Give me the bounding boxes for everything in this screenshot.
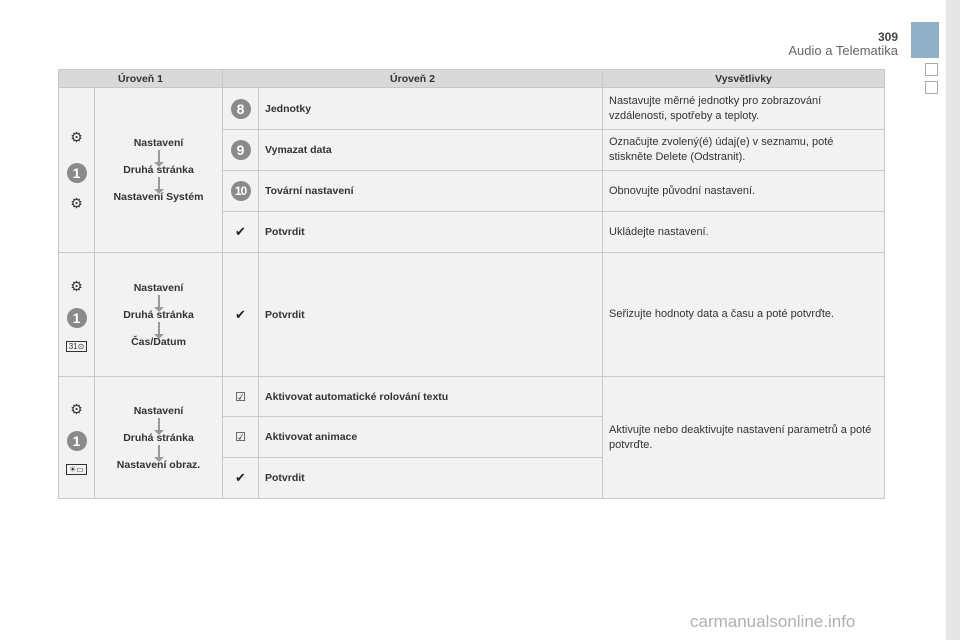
settings-gear-icon: ⚙ <box>70 129 83 145</box>
table-header-row <box>59 70 885 88</box>
option-label: Aktivovat automatické rolování textu <box>259 377 603 417</box>
level1-icons <box>59 377 95 499</box>
arrow-down-icon <box>158 177 160 190</box>
section-title: Audio a Telematika <box>788 43 898 58</box>
option-label: Potvrdit <box>259 458 603 499</box>
menu-path <box>95 253 223 377</box>
option-explanation: Seřizujte hodnoty data a času a poté potvrďte. <box>603 253 885 377</box>
menu-path <box>95 377 223 499</box>
path-step: Druhá stránka <box>123 164 194 176</box>
arrow-down-icon <box>158 445 160 458</box>
number-badge: 10 <box>231 181 251 201</box>
path-step: Nastavení obraz. <box>116 458 201 471</box>
option-explanation: Nastavujte měrné jednotky pro zobrazování vzdálenosti, spotřeby a teploty. <box>603 88 885 130</box>
path-step: Nastavení <box>133 137 184 149</box>
checkbox-icon: ☑ <box>235 389 246 404</box>
option-explanation: Označujte zvolený(é) údaj(e) v seznamu, poté stiskněte Delete (Odstranit). <box>603 130 885 171</box>
clock-calendar-icon: 31⊙ <box>66 341 88 352</box>
option-label: Potvrdit <box>259 253 603 377</box>
page-edge-strip <box>946 0 960 640</box>
settings-table <box>58 69 885 499</box>
path-step: Druhá stránka <box>123 308 194 321</box>
table-row <box>59 377 885 417</box>
settings-gear-icon: ⚙ <box>70 400 83 417</box>
header-level2: Úroveň 2 <box>223 70 603 88</box>
arrow-down-icon <box>158 322 160 335</box>
arrow-down-icon <box>158 295 160 308</box>
tab-box-1 <box>925 63 938 76</box>
chapter-tab <box>911 22 939 58</box>
checkmark-icon: ✔ <box>235 470 246 485</box>
path-step: Druhá stránka <box>123 431 194 444</box>
path-step: Čas/Datum <box>131 335 186 348</box>
arrow-down-icon <box>158 150 160 163</box>
path-step: Nastavení <box>133 404 184 417</box>
level-badge: 1 <box>67 308 87 328</box>
path-step: Nastavení <box>133 281 184 294</box>
option-label: Aktivovat animace <box>259 417 603 458</box>
table-row <box>59 253 885 377</box>
option-explanation: Obnovujte původní nastavení. <box>603 171 885 212</box>
checkbox-icon: ☑ <box>235 430 246 444</box>
level1-icons <box>59 88 95 253</box>
settings-gear-icon: ⚙ <box>70 195 83 211</box>
settings-gear-icon: ⚙ <box>70 277 83 294</box>
option-explanation: Ukládejte nastavení. <box>603 212 885 253</box>
checkmark-icon: ✔ <box>235 306 246 322</box>
table-row <box>59 88 885 130</box>
arrow-down-icon <box>158 418 160 431</box>
option-label: Potvrdit <box>259 212 603 253</box>
number-badge: 8 <box>231 99 251 119</box>
header-explanation: Vysvětlivky <box>603 70 885 88</box>
level1-icons <box>59 253 95 377</box>
tab-box-2 <box>925 81 938 94</box>
path-step: Nastavení Systém <box>113 191 204 203</box>
option-explanation: Aktivujte nebo deaktivujte nastavení parametrů a poté potvrďte. <box>603 377 885 499</box>
header-level1: Úroveň 1 <box>59 70 223 88</box>
number-badge: 9 <box>231 140 251 160</box>
level-badge: 1 <box>67 431 87 451</box>
option-label: Vymazat data <box>259 130 603 171</box>
checkmark-icon: ✔ <box>235 224 246 239</box>
menu-path <box>95 88 223 253</box>
display-brightness-icon: ☀▭ <box>66 464 87 475</box>
page-number: 309 <box>877 30 898 44</box>
option-label: Jednotky <box>259 88 603 130</box>
level-badge: 1 <box>67 163 87 183</box>
option-label: Tovární nastavení <box>259 171 603 212</box>
watermark: carmanualsonline.info <box>690 612 856 631</box>
